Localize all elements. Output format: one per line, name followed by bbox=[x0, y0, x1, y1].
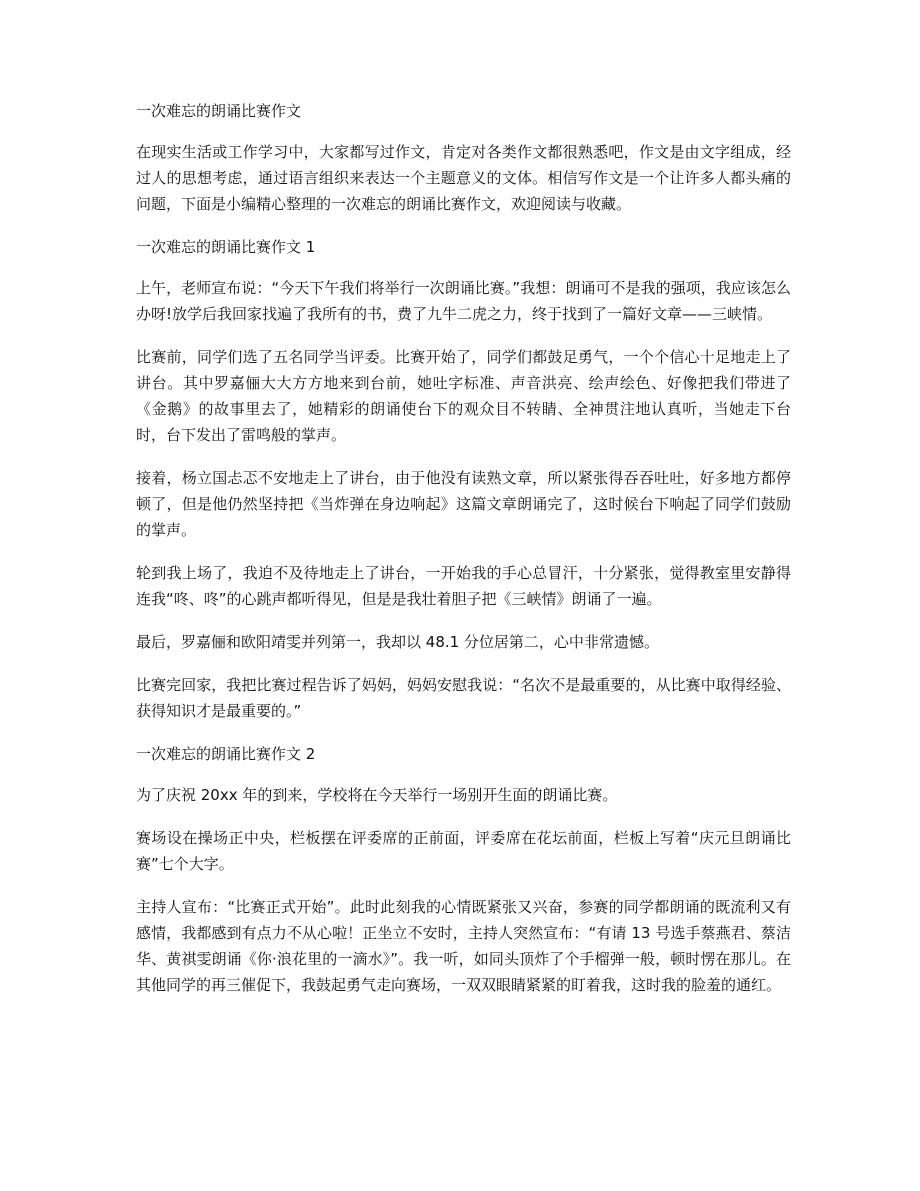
essay-1-paragraph-2: 比赛前，同学们选了五名同学当评委。比赛开始了，同学们都鼓足勇气，一个个信心十足地走上了讲台。其中罗嘉俪大大方方地来到台前，她吐字标准、声音洪亮、绘声绘色、好像把我们带进了《金鹅》的故事里去了，她精彩的朗诵使台下的观众目不转睛、全神贯注地认真听，当她走下台时，台下发出了雷鸣般的掌声。 bbox=[136, 348, 791, 444]
essay-1-paragraph-4: 轮到我上场了，我迫不及待地走上了讲台，一开始我的手心总冒汗，十分紧张，觉得教室里安静得连我“咚、咚”的心跳声都听得见，但是是我壮着胆子把《三峡情》朗诵了一遍。 bbox=[136, 564, 791, 608]
essay-2-paragraph-1: 为了庆祝 20xx 年的到来，学校将在今天举行一场别开生面的朗诵比赛。 bbox=[136, 786, 618, 804]
essay-1-paragraph-1: 上午，老师宣布说：“今天下午我们将举行一次朗诵比赛。”我想：朗诵可不是我的强项，我应该怎么办呀!放学后我回家找遍了我所有的书，费了九牛二虎之力，终于找到了一篇好文章——三峡情。 bbox=[136, 279, 791, 323]
intro-paragraph: 在现实生活或工作学习中，大家都写过作文，肯定对各类作文都很熟悉吧，作文是由文字组成，经过人的思想考虑，通过语言组织来表达一个主题意义的文体。相信写作文是一个让许多人都头痛的问题，下面是小编精心整理的一次难忘的朗诵比赛作文，欢迎阅读与收藏。 bbox=[136, 143, 791, 213]
essay-1-paragraph-6: 比赛完回家，我把比赛过程告诉了妈妈，妈妈安慰我说：“名次不是最重要的，从比赛中取得经验、获得知识才是最重要的。” bbox=[136, 676, 791, 720]
essay-1-paragraph-3: 接着，杨立国忐忑不安地走上了讲台，由于他没有读熟文章，所以紧张得吞吞吐吐，好多地方都停顿了，但是他仍然坚持把《当炸弹在身边响起》这篇文章朗诵完了，这时候台下响起了同学们鼓励的掌声。 bbox=[136, 469, 791, 539]
essay-2-paragraph-3: 主持人宣布：“比赛正式开始”。此时此刻我的心情既紧张又兴奋，参赛的同学都朗诵的既流利又有感情，我都感到有点力不从心啦！正坐立不安时，主持人突然宣布：“有请 13 号选手蔡燕君、蔡洁华、黄祺雯朗诵《你·浪花里的一滴水》”。我一听，如同头顶炸了个手榴弹一般，顿时愣在那儿。在其他同学的再三催促下，我鼓起勇气走向赛场，一双双眼睛紧紧的盯着我，这时我的脸羞的通红。 bbox=[136, 898, 791, 994]
essay-1-paragraph-5: 最后，罗嘉俪和欧阳靖雯并列第一，我却以 48.1 分位居第二，心中非常遗憾。 bbox=[136, 633, 659, 651]
essay-2-title: 一次难忘的朗诵比赛作文 2 bbox=[136, 745, 316, 763]
document-title: 一次难忘的朗诵比赛作文 bbox=[136, 102, 302, 120]
essay-2-paragraph-2: 赛场设在操场正中央，栏板摆在评委席的正前面，评委席在花坛前面，栏板上写着“庆元旦朗诵比赛”七个大字。 bbox=[136, 829, 791, 873]
essay-1-title: 一次难忘的朗诵比赛作文 1 bbox=[136, 238, 316, 256]
document-page bbox=[136, 98, 791, 1015]
